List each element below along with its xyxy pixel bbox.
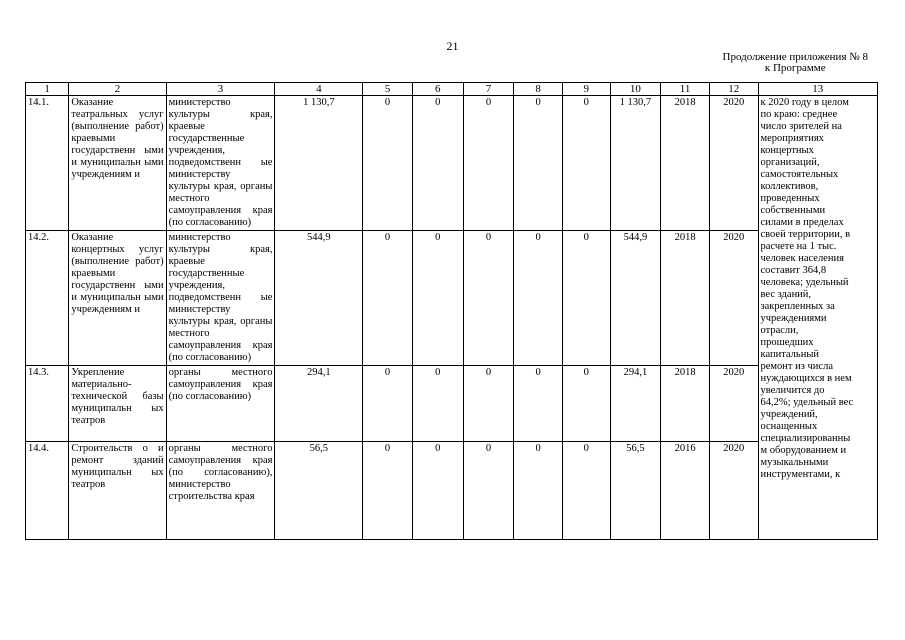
program-table (25, 82, 878, 540)
expected-results-line: ремонт из числа (760, 361, 833, 372)
expected-results-line: силами в пределах (760, 217, 844, 228)
row-number: 14.4. (26, 442, 69, 540)
value-cell: 294,1 (610, 366, 661, 442)
expected-results-line: учреждениями (760, 313, 827, 324)
start-year: 2018 (661, 366, 710, 442)
column-number: 8 (514, 83, 563, 96)
column-number: 13 (758, 83, 878, 96)
page-number: 21 (446, 39, 459, 53)
end-year: 2020 (709, 231, 758, 366)
expected-results-line: специализированны (760, 433, 851, 444)
value-cell: 0 (514, 442, 563, 540)
value-cell: 0 (412, 96, 463, 231)
expected-results-line: м оборудованием и (760, 445, 847, 456)
end-year: 2020 (709, 96, 758, 231)
expected-results-line: оснащенных (760, 421, 818, 432)
expected-results-line: расчете на 1 тыс. (760, 241, 837, 252)
row-number: 14.3. (26, 366, 69, 442)
value-cell: 56,5 (275, 442, 363, 540)
column-number: 1 (26, 83, 69, 96)
table-row (26, 366, 878, 442)
responsible-party: министерство культуры края, краевые государственные учреждения, подведомственн ые министерству культуры края, органы местного самоуправления края (по согласованию) (166, 96, 275, 231)
value-cell: 0 (463, 366, 514, 442)
expected-results-line: музыкальными (760, 457, 829, 468)
value-cell: 0 (363, 231, 413, 366)
responsible-party: органы местного самоуправления края (по согласованию) (166, 366, 275, 442)
expected-results-line: инструментами, к (760, 469, 841, 480)
start-year: 2018 (661, 96, 710, 231)
activity-name: Оказание концертных услуг (выполнение работ) краевыми государственн ыми и муниципальн ыми учреждениям и (69, 231, 166, 366)
column-number: 10 (610, 83, 661, 96)
expected-results-line: собственными (760, 205, 826, 216)
value-cell: 1 130,7 (610, 96, 661, 231)
row-number: 14.2. (26, 231, 69, 366)
value-cell: 0 (463, 442, 514, 540)
expected-results-line: закрепленных за (760, 301, 835, 312)
value-cell: 0 (463, 96, 514, 231)
column-number: 9 (562, 83, 610, 96)
expected-results-line: вес зданий, (760, 289, 812, 300)
value-cell: 0 (412, 366, 463, 442)
column-number: 12 (709, 83, 758, 96)
expected-results-line: человек населения (760, 253, 844, 264)
column-number: 4 (275, 83, 363, 96)
expected-results-line: составит 364,8 (760, 265, 827, 276)
end-year: 2020 (709, 366, 758, 442)
expected-results-line: 64,2%; удельный вес (760, 397, 854, 408)
column-number: 7 (463, 83, 514, 96)
expected-results-line: учреждений, (760, 409, 818, 420)
expected-results-line: по краю: среднее (760, 109, 838, 120)
expected-results-line: прошедших (760, 337, 814, 348)
column-number: 3 (166, 83, 275, 96)
value-cell: 544,9 (610, 231, 661, 366)
appendix-continuation-label (723, 52, 868, 74)
value-cell: 56,5 (610, 442, 661, 540)
activity-name: Укрепление материально-технической базы муниципальн ых театров (69, 366, 166, 442)
value-cell: 0 (363, 442, 413, 540)
value-cell: 294,1 (275, 366, 363, 442)
start-year: 2016 (661, 442, 710, 540)
expected-results-line: своей территории, в (760, 229, 851, 240)
expected-results-line: капитальный (760, 349, 819, 360)
expected-results-line: человека; удельный (760, 277, 849, 288)
value-cell: 0 (412, 231, 463, 366)
value-cell: 544,9 (275, 231, 363, 366)
column-number-row (26, 83, 878, 96)
value-cell: 0 (363, 96, 413, 231)
table-row (26, 442, 878, 540)
column-number: 5 (363, 83, 413, 96)
value-cell: 0 (562, 442, 610, 540)
start-year: 2018 (661, 231, 710, 366)
activity-name: Строительств о и ремонт зданий муниципальн ых театров (69, 442, 166, 540)
value-cell: 0 (514, 366, 563, 442)
expected-results-line: самостоятельных (760, 169, 839, 180)
expected-results-line: проведенных (760, 193, 820, 204)
value-cell: 0 (562, 231, 610, 366)
value-cell: 0 (514, 96, 563, 231)
activity-name: Оказание театральных услуг (выполнение работ) краевыми государственн ыми и муниципальн ыми учреждениям и (69, 96, 166, 231)
value-cell: 0 (412, 442, 463, 540)
expected-results-line: концертных (760, 145, 814, 156)
value-cell: 0 (562, 96, 610, 231)
responsible-party: министерство культуры края, краевые государственные учреждения, подведомственн ые министерству культуры края, органы местного самоуправления края (по согласованию) (166, 231, 275, 366)
expected-results-line: к 2020 году в целом (760, 97, 849, 108)
row-number: 14.1. (26, 96, 69, 231)
column-number: 11 (661, 83, 710, 96)
expected-results-line: мероприятиях (760, 133, 824, 144)
continuation-line-2: к Программе (764, 62, 826, 74)
expected-results-line: увеличится до (760, 385, 825, 396)
expected-results-line: нуждающихся в нем (760, 373, 852, 384)
value-cell: 1 130,7 (275, 96, 363, 231)
continuation-line-1: Продолжение приложения № 8 (722, 51, 868, 63)
expected-results-line: организаций, (760, 157, 820, 168)
value-cell: 0 (363, 366, 413, 442)
end-year: 2020 (709, 442, 758, 540)
value-cell: 0 (514, 231, 563, 366)
table-row (26, 231, 878, 366)
value-cell: 0 (562, 366, 610, 442)
column-number: 6 (412, 83, 463, 96)
table-row (26, 96, 878, 231)
value-cell: 0 (463, 231, 514, 366)
column-number: 2 (69, 83, 166, 96)
responsible-party: органы местного самоуправления края (по согласованию), министерство строительства края (166, 442, 275, 540)
expected-results-line: отрасли, (760, 325, 799, 336)
expected-results-line: число зрителей на (760, 121, 842, 132)
expected-results-line: коллективов, (760, 181, 819, 192)
expected-results-cell (758, 96, 878, 540)
